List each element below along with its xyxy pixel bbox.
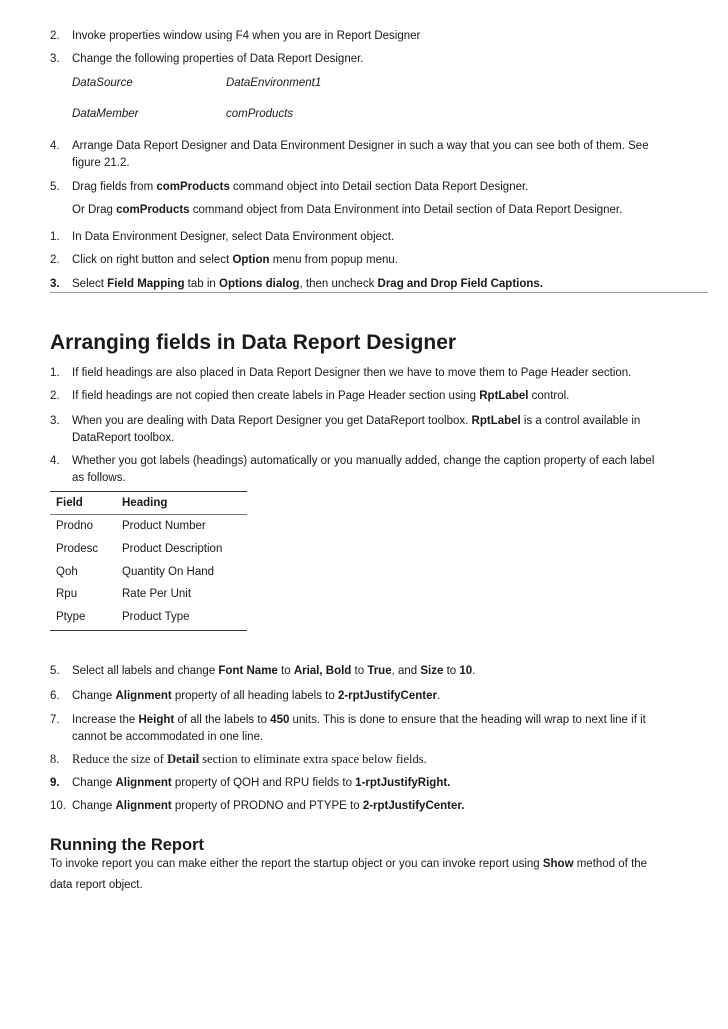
list-item-text: Change the following properties of Data Report Designer. [72,53,364,65]
list-number: 8. [50,752,60,766]
list-number: 4. [50,455,60,467]
list-item-text: Arrange Data Report Designer and Data Environment Designer in such a way that you can see both of them. See [72,140,649,152]
list-number: 2. [50,30,60,42]
list-item-text: If field headings are also placed in Data Report Designer then we have to move them to Page Header section. [72,367,632,379]
list-number: 5. [50,181,60,193]
list-number: 3. [50,278,60,290]
list-item-text: Drag fields from comProducts command object into Detail section Data Report Designer. [72,181,529,193]
list-item-text: Change Alignment property of PRODNO and PTYPE to 2-rptJustifyCenter. [72,800,465,812]
list-number: 4. [50,140,60,152]
table-header: Heading [122,497,168,509]
property-value: comProducts [226,108,294,120]
table-cell: Prodno [56,520,94,532]
table-bottom-rule [50,630,247,631]
section-heading: Arranging fields in Data Report Designer [50,331,457,354]
table-cell: Quantity On Hand [122,566,215,578]
list-item-text: Select Field Mapping tab in Options dialog, then uncheck Drag and Drop Field Captions. [72,278,543,290]
list-number: 1. [50,231,60,243]
table-cell: Prodesc [56,543,99,555]
paragraph-line: data report object. [50,879,143,891]
list-number: 1. [50,367,60,379]
list-item-text: cannot be accommodated in one line. [72,731,264,743]
list-number: 10. [50,800,66,812]
list-item-text: as follows. [72,472,126,484]
list-item-text: When you are dealing with Data Report Designer you get DataReport toolbox. RptLabel is a control available in [72,415,641,427]
section-heading: Running the Report [50,836,204,854]
list-item-text: Click on right button and select Option menu from popup menu. [72,254,398,266]
list-item-text: Reduce the size of Detail section to eliminate extra space below fields. [72,752,427,766]
table-header-rule [50,514,247,515]
list-item-text: figure 21.2. [72,157,130,169]
list-number: 2. [50,390,60,402]
list-number: 5. [50,665,60,677]
list-number: 3. [50,53,60,65]
list-item-text: If field headings are not copied then create labels in Page Header section using RptLabel control. [72,390,570,402]
list-item-text: Invoke properties window using F4 when you are in Report Designer [72,30,421,42]
list-item-text: Change Alignment property of QOH and RPU fields to 1-rptJustifyRight. [72,777,451,789]
list-item-text: Change Alignment property of all heading labels to 2-rptJustifyCenter. [72,690,441,702]
table-cell: Qoh [56,566,78,578]
list-number: 3. [50,415,60,427]
table-cell: Product Description [122,543,223,555]
list-number: 2. [50,254,60,266]
list-number: 6. [50,690,60,702]
list-number: 7. [50,714,60,726]
property-value: DataEnvironment1 [226,77,322,89]
or-line: Or Drag comProducts command object from Data Environment into Detail section of Data Report Designer. [72,204,623,216]
list-item-text: In Data Environment Designer, select Data Environment object. [72,231,395,243]
section-divider [50,292,708,293]
list-number: 9. [50,777,60,789]
paragraph-line: To invoke report you can make either the report the startup object or you can invoke report using Show method of the [50,858,648,870]
property-name: DataMember [72,108,139,120]
table-cell: Product Number [122,520,206,532]
property-name: DataSource [72,77,133,89]
table-cell: Ptype [56,611,86,623]
list-item-text: Whether you got labels (headings) automatically or you manually added, change the caption property of each label [72,455,655,467]
list-item-text: Select all labels and change Font Name to Arial, Bold to True, and Size to 10. [72,665,476,677]
list-item-text: DataReport toolbox. [72,432,175,444]
table-top-rule [50,491,247,492]
table-cell: Rpu [56,588,78,600]
table-header: Field [56,497,83,509]
table-cell: Product Type [122,611,190,623]
list-item-text: Increase the Height of all the labels to 450 units. This is done to ensure that the heading will wrap to next line if it [72,714,646,726]
table-cell: Rate Per Unit [122,588,192,600]
